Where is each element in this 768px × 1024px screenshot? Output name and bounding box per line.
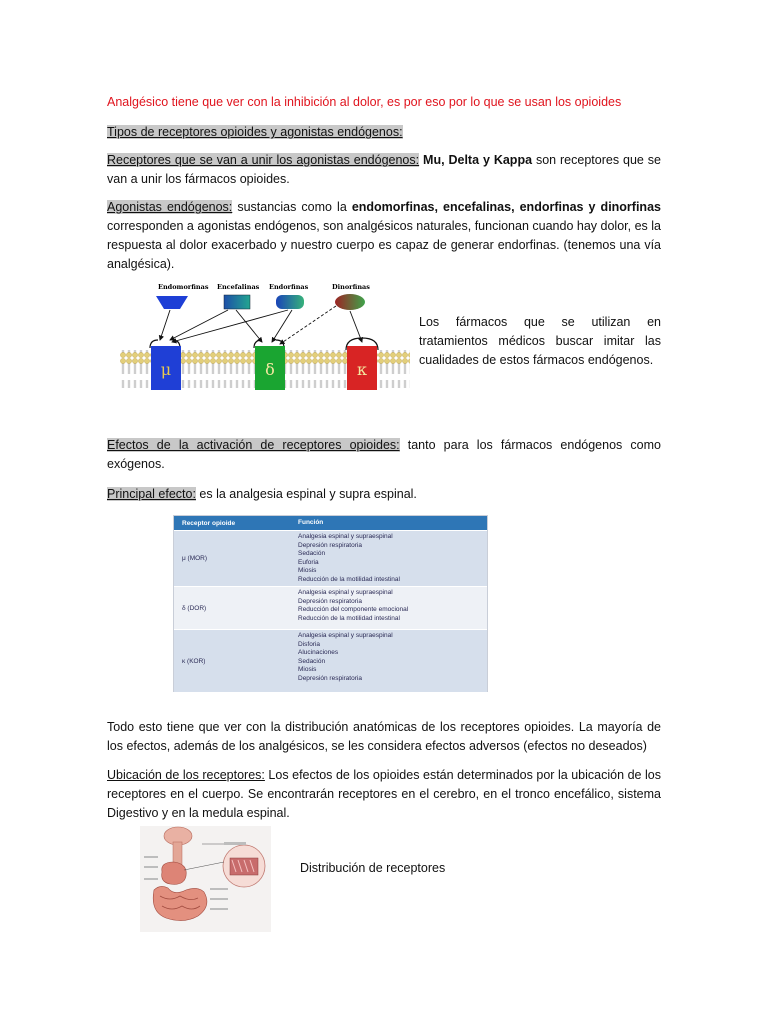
principal-paragraph bbox=[107, 485, 661, 504]
distribucion-paragraph: Todo esto tiene que ver con la distribución anatómicas de los receptores opioides. La mayoría de los efectos, además de los analgésicos, se les considera efectos adversos (efectos no deseados) bbox=[107, 720, 661, 753]
dinorfina-shape bbox=[335, 294, 365, 310]
agonistas-text-a: sustancias como la bbox=[232, 200, 352, 214]
ligand-label-dinorfinas: Dinorfinas bbox=[332, 283, 370, 291]
receptor-names: Mu, Delta y Kappa bbox=[423, 153, 533, 167]
function-item: Depresión respiratoria bbox=[298, 597, 362, 605]
function-item: Euforia bbox=[298, 558, 319, 566]
receptor-distribution-figure bbox=[140, 826, 271, 932]
function-item: Depresión respiratoria bbox=[298, 674, 362, 682]
ubicacion-text: Los efectos de los opioides están determinados por la ubicación de los receptores en el cuerpo. Se encontrarán receptores en el cerebro, en el tronco encefálico, sistema Digestivo y en la medula espinal. bbox=[107, 768, 661, 820]
function-item: Reducción del componente emocional bbox=[298, 606, 409, 614]
row-functions-delta bbox=[294, 587, 487, 629]
encefalina-shape bbox=[224, 295, 250, 309]
section-title-text: Tipos de receptores opioides y agonistas endógenos: bbox=[107, 125, 403, 139]
binding-arrows bbox=[160, 306, 362, 344]
delta-symbol: δ bbox=[265, 360, 275, 379]
agonistas-label: Agonistas endógenos: bbox=[107, 200, 233, 214]
endorfina-shape bbox=[276, 295, 304, 309]
table-row bbox=[174, 586, 487, 629]
mu-symbol: μ bbox=[160, 360, 172, 379]
function-item: Analgesia espinal y supraespinal bbox=[298, 533, 393, 540]
function-item: Alucinaciones bbox=[298, 649, 339, 657]
function-item: Analgesia espinal y supraespinal bbox=[298, 632, 393, 639]
kappa-symbol: κ bbox=[357, 360, 367, 379]
table-row bbox=[174, 530, 487, 586]
function-item: Depresión respiratoria bbox=[298, 541, 362, 549]
principal-label: Principal efecto: bbox=[107, 487, 196, 501]
anatomy-illustration bbox=[140, 826, 271, 932]
receptor-diagram bbox=[120, 282, 410, 394]
receptores-label: Receptores que se van a unir los agonistas endógenos: bbox=[107, 153, 420, 167]
table-row bbox=[174, 629, 487, 692]
delta-receptor bbox=[254, 340, 285, 390]
row-receptor-kappa: κ (KOR) bbox=[182, 657, 206, 665]
header-receptor: Receptor opioide bbox=[182, 519, 236, 527]
row-receptor-delta: δ (DOR) bbox=[182, 604, 207, 612]
function-item: Analgesia espinal y supraespinal bbox=[298, 589, 393, 596]
receptores-paragraph bbox=[107, 151, 661, 189]
ubicacion-label: Ubicación de los receptores: bbox=[107, 768, 265, 782]
function-item: Reducción de la motilidad intestinal bbox=[298, 614, 400, 622]
figure-side-text: Los fármacos que se utilizan en tratamientos médicos buscar imitar las cualidades de estos fármacos endógenos. bbox=[419, 315, 661, 367]
section-title bbox=[107, 123, 661, 142]
row-functions-kappa bbox=[294, 630, 487, 692]
distribution-caption: Distribución de receptores bbox=[300, 861, 446, 875]
function-item: Miosis bbox=[298, 666, 317, 674]
agonistas-paragraph bbox=[107, 198, 661, 274]
ligand-label-endorfinas: Endorfinas bbox=[269, 283, 309, 291]
efectos-text: tanto para los fármacos endógenos como exógenos. bbox=[107, 438, 661, 471]
efectos-paragraph bbox=[107, 436, 661, 474]
function-item: Sedación bbox=[298, 550, 326, 558]
function-item: Disforia bbox=[298, 640, 321, 648]
row-functions-mu bbox=[294, 531, 487, 586]
function-item: Sedación bbox=[298, 657, 326, 665]
receptor-function-table bbox=[173, 515, 488, 692]
function-item: Reducción de la motilidad intestinal bbox=[298, 575, 400, 583]
efectos-label: Efectos de la activación de receptores opioides: bbox=[107, 438, 400, 452]
principal-text: es la analgesia espinal y supra espinal. bbox=[195, 487, 417, 501]
receptores-text: son receptores que se van a unir los fármacos opioides. bbox=[107, 153, 661, 186]
endomorfina-shape bbox=[156, 296, 188, 309]
kappa-receptor bbox=[346, 338, 378, 390]
agonistas-names: endomorfinas, encefalinas, endorfinas y dinorfinas bbox=[351, 200, 661, 214]
ligand-label-encefalinas: Encefalinas bbox=[217, 283, 260, 291]
function-item: Miosis bbox=[298, 567, 317, 575]
receptor-figure bbox=[120, 282, 410, 394]
mu-receptor bbox=[150, 340, 181, 390]
agonistas-text-b: corresponden a agonistas endógenos, son analgésicos naturales, funcionan cuando hay dolor, es la respuesta al dolor exacerbado y nuestro cuerpo es capaz de generar endorfinas. (tenemos una vía analgésica). bbox=[107, 219, 661, 271]
ligand-label-endomorfinas: Endomorfinas bbox=[158, 283, 209, 291]
row-receptor-mu: μ (MOR) bbox=[182, 555, 208, 562]
ubicacion-paragraph bbox=[107, 766, 661, 823]
intro-line: Analgésico tiene que ver con la inhibición al dolor, es por eso por lo que se usan los opioides bbox=[107, 95, 622, 109]
header-funcion: Función bbox=[298, 518, 324, 526]
table-header bbox=[174, 516, 487, 530]
